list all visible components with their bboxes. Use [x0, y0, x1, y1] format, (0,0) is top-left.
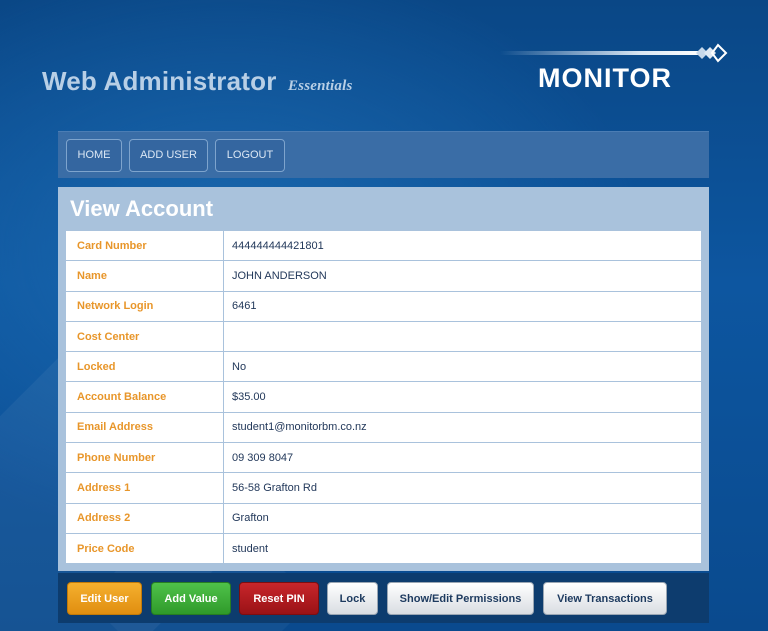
logo-diamonds-icon — [686, 40, 730, 74]
row-value: student — [224, 533, 702, 563]
row-value: 6461 — [224, 291, 702, 321]
logo-text: MONITOR — [538, 63, 672, 93]
row-value: JOHN ANDERSON — [224, 261, 702, 291]
show-edit-permissions-button[interactable]: Show/Edit Permissions — [387, 582, 534, 615]
row-label: Card Number — [66, 231, 224, 261]
row-label: Account Balance — [66, 382, 224, 412]
table-row — [66, 261, 702, 291]
top-nav — [58, 131, 709, 178]
row-label: Locked — [66, 352, 224, 382]
row-label: Cost Center — [66, 321, 224, 351]
row-value: 444444444421801 — [224, 231, 702, 261]
app-title-text: Web Administrator — [42, 66, 277, 96]
table-row — [66, 533, 702, 563]
nav-home-button[interactable]: HOME — [66, 139, 122, 172]
reset-pin-button[interactable]: Reset PIN — [239, 582, 319, 615]
table-row — [66, 291, 702, 321]
add-value-button[interactable]: Add Value — [151, 582, 231, 615]
table-row — [66, 231, 702, 261]
table-row — [66, 503, 702, 533]
row-value: 56-58 Grafton Rd — [224, 473, 702, 503]
row-value: Grafton — [224, 503, 702, 533]
table-row — [66, 382, 702, 412]
page-title: View Account — [70, 196, 214, 221]
row-label: Phone Number — [66, 443, 224, 473]
row-label: Address 1 — [66, 473, 224, 503]
nav-add-user-button[interactable]: ADD USER — [129, 139, 208, 172]
monitor-logo — [496, 38, 732, 94]
view-transactions-button[interactable]: View Transactions — [543, 582, 667, 615]
table-row — [66, 321, 702, 351]
table-row — [66, 412, 702, 442]
table-row — [66, 352, 702, 382]
logo-swoosh — [500, 51, 700, 55]
row-value: $35.00 — [224, 382, 702, 412]
nav-logout-button[interactable]: LOGOUT — [215, 139, 285, 172]
view-account-panel — [58, 187, 709, 571]
row-label: Address 2 — [66, 503, 224, 533]
row-value: student1@monitorbm.co.nz — [224, 412, 702, 442]
app-subtitle: Essentials — [287, 78, 353, 94]
lock-button[interactable]: Lock — [327, 582, 378, 615]
edit-user-button[interactable]: Edit User — [67, 582, 142, 615]
header — [0, 0, 768, 120]
action-bar — [58, 573, 709, 623]
row-value — [224, 321, 702, 351]
app-title — [42, 66, 353, 97]
row-label: Email Address — [66, 412, 224, 442]
row-label: Network Login — [66, 291, 224, 321]
row-value: 09 309 8047 — [224, 443, 702, 473]
account-table — [65, 230, 702, 564]
table-row — [66, 443, 702, 473]
row-label: Price Code — [66, 533, 224, 563]
row-value: No — [224, 352, 702, 382]
row-label: Name — [66, 261, 224, 291]
table-row — [66, 473, 702, 503]
